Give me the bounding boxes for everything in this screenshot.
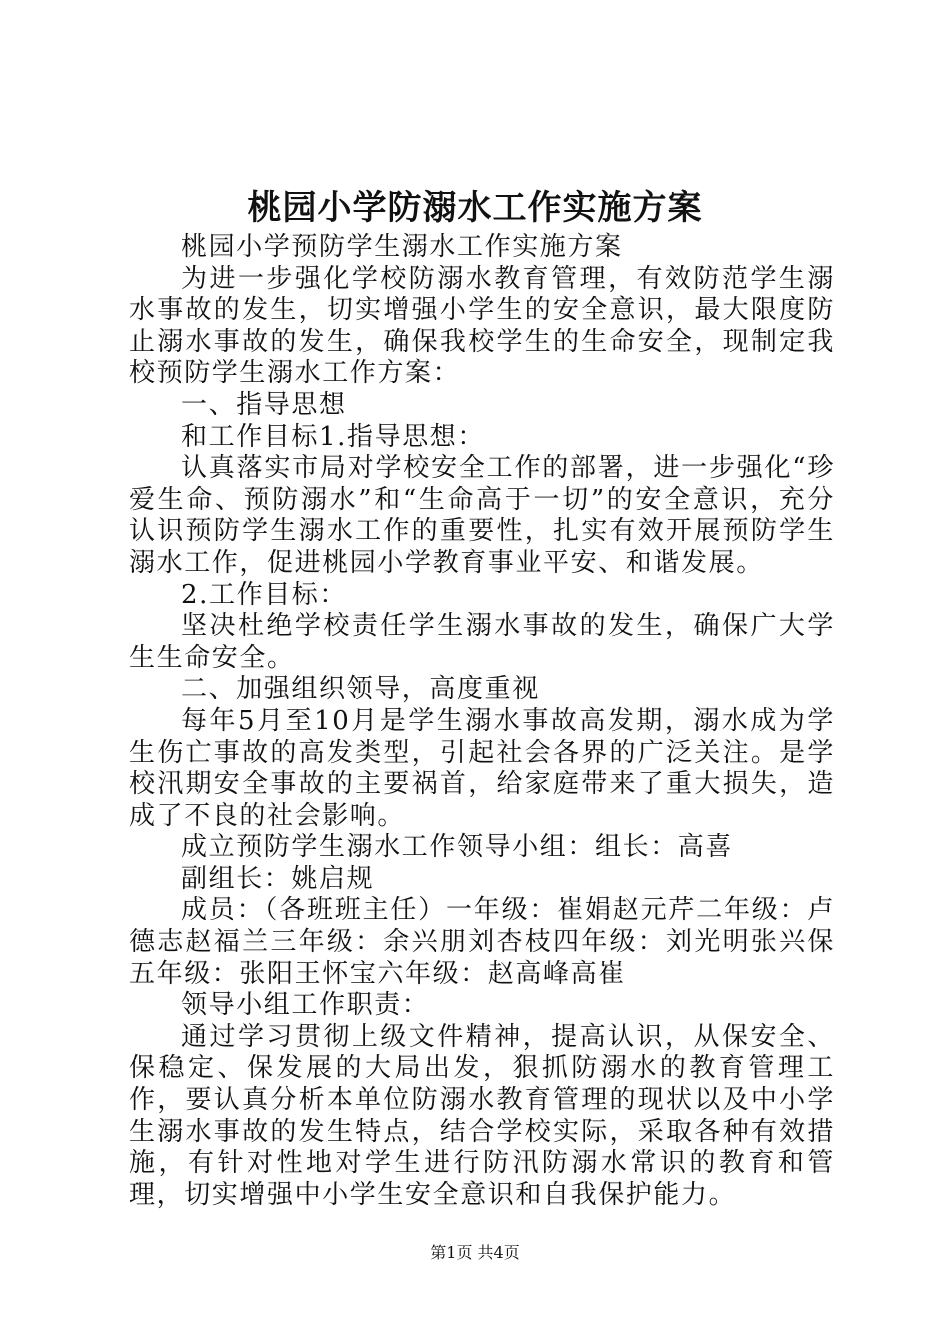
body-paragraph: 和工作目标1.指导思想： xyxy=(181,421,486,452)
body-paragraph: 领导小组工作职责： xyxy=(181,990,430,1021)
section-heading: 一、指导思想 xyxy=(181,389,347,420)
body-paragraph: 为进一步强化学校防溺水教育管理，有效防范学生溺水事故的发生，切实增强小学生的安全意识，最大限度防止溺水事故的发生，确保我校学生的生命安全，现制定我校预防学生溺水工作方案： xyxy=(129,263,835,389)
document-body xyxy=(129,232,835,1211)
body-paragraph: 2.工作目标： xyxy=(181,579,348,610)
body-paragraph: 成立预防学生溺水工作领导小组：组长：高喜 xyxy=(181,832,734,863)
body-paragraph: 认真落实市局对学校安全工作的部署，进一步强化“珍爱生命、预防溺水”和“生命高于一切”的安全意识，充分认识预防学生溺水工作的重要性，扎实有效开展预防学生溺水工作，促进桃园小学教育事业平安、和谐发展。 xyxy=(129,453,835,578)
body-paragraph: 成员：（各班班主任）一年级：崔娟赵元芹二年级：卢德志赵福兰三年级：余兴朋刘杏枝四年级：刘光明张兴保五年级：张阳王怀宝六年级：赵高峰高崔 xyxy=(129,895,835,989)
body-paragraph: 坚决杜绝学校责任学生溺水事故的发生，确保广大学生生命安全。 xyxy=(129,611,835,673)
document-title: 桃园小学防溺水工作实施方案 xyxy=(247,188,703,228)
body-paragraph: 通过学习贯彻上级文件精神，提高认识，从保安全、保稳定、保发展的大局出发，狠抓防溺水的教育管理工作，要认真分析本单位防溺水教育管理的现状以及中小学生溺水事故的发生特点，结合学校实际，采取各种有效措施，有针对性地对学生进行防汛防溺水常识的教育和管理，切实增强中小学生安全意识和自我保护能力。 xyxy=(129,1021,835,1210)
body-paragraph: 桃园小学预防学生溺水工作实施方案 xyxy=(181,232,623,262)
body-paragraph: 副组长：姚启规 xyxy=(181,863,375,894)
page-footer: 第1页 共4页 xyxy=(430,1243,520,1262)
section-heading: 二、加强组织领导，高度重视 xyxy=(181,674,540,705)
body-paragraph: 每年5月至10月是学生溺水事故高发期，溺水成为学生伤亡事故的高发类型，引起社会各界的广泛关注。是学校汛期安全事故的主要祸首，给家庭带来了重大损失，造成了不良的社会影响。 xyxy=(129,705,835,831)
